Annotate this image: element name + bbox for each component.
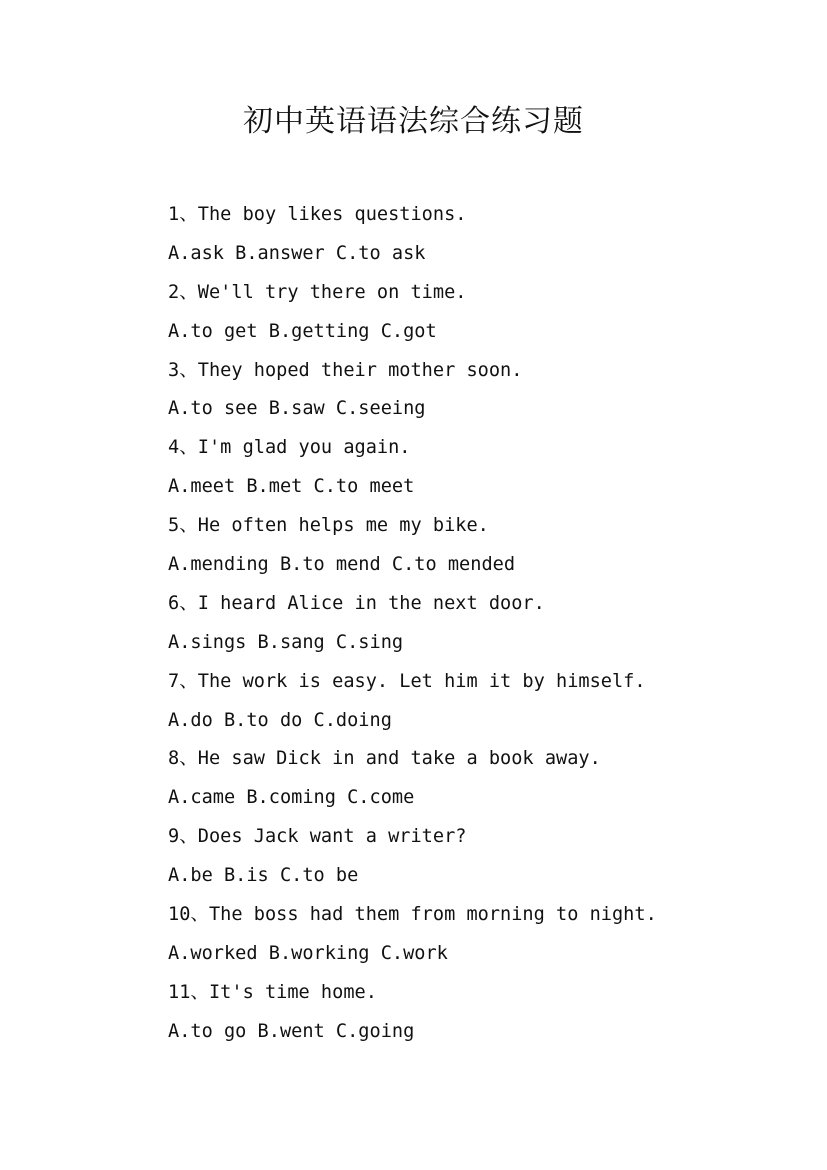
question-7: 7、The work is easy. Let him it by himself. [168, 670, 646, 692]
question-4: 4、I'm glad you again. [168, 437, 411, 459]
exercise-list [168, 196, 788, 1052]
options-9: A.be B.is C.to be [168, 865, 359, 887]
question-2: 2、We'll try there on time. [168, 281, 467, 303]
question-5: 5、He often helps me my bike. [168, 515, 489, 537]
question-10: 10、The boss had them from morning to night. [168, 904, 657, 926]
options-11: A.to go B.went C.going [168, 1020, 415, 1042]
options-3: A.to see B.saw C.seeing [168, 398, 426, 420]
options-4: A.meet B.met C.to meet [168, 476, 415, 498]
question-11: 11、It's time home. [168, 981, 377, 1003]
question-6: 6、I heard Alice in the next door. [168, 592, 545, 614]
options-2: A.to get B.getting C.got [168, 320, 437, 342]
question-9: 9、Does Jack want a writer? [168, 826, 467, 848]
options-8: A.came B.coming C.come [168, 787, 415, 809]
options-1: A.ask B.answer C.to ask [168, 242, 426, 264]
options-5: A.mending B.to mend C.to mended [168, 554, 516, 576]
options-7: A.do B.to do C.doing [168, 709, 392, 731]
question-3: 3、They hoped their mother soon. [168, 359, 523, 381]
question-8: 8、He saw Dick in and take a book away. [168, 748, 601, 770]
question-1: 1、The boy likes questions. [168, 204, 467, 225]
document-title: 初中英语语法综合练习题 [243, 104, 584, 139]
options-10: A.worked B.working C.work [168, 942, 448, 964]
options-6: A.sings B.sang C.sing [168, 631, 404, 653]
